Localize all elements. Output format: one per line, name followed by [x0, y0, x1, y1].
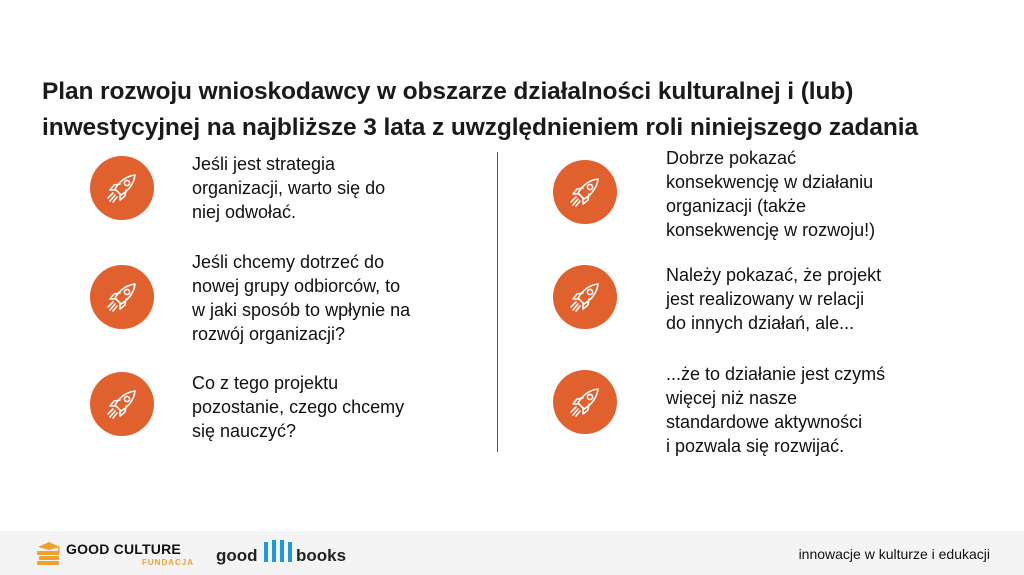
left-item-1-text — [192, 152, 385, 224]
text-line: standardowe aktywności — [666, 412, 863, 432]
text-line: w jaki sposób to wpłynie na — [192, 300, 411, 320]
text-line: pozostanie, czego chcemy — [192, 397, 405, 417]
right-item-3-text — [666, 362, 885, 458]
page-title — [42, 74, 1002, 146]
column-divider — [497, 152, 498, 452]
goodbooks-bars-icon — [262, 538, 294, 564]
text-line: ...że to działanie jest czymś — [666, 364, 886, 384]
right-item-1-text — [666, 146, 875, 242]
text-line: do innych działań, ale... — [666, 313, 855, 333]
text-line: konsekwencję w działaniu — [666, 172, 874, 192]
text-line: Jeśli chcemy dotrzeć do — [192, 252, 385, 272]
text-line: rozwój organizacji? — [192, 324, 346, 344]
rocket-icon — [90, 156, 154, 220]
rocket-icon — [553, 265, 617, 329]
text-line: konsekwencję w rozwoju!) — [666, 220, 876, 240]
good-culture-sub: FUNDACJA — [142, 558, 194, 567]
title-line-1: Plan rozwoju wnioskodawcy w obszarze działalności kulturalnej i (lub) — [42, 78, 854, 105]
text-line: organizacji, warto się do — [192, 178, 386, 198]
footer-tagline: innowacje w kulturze i edukacji — [798, 546, 990, 562]
rocket-icon — [90, 372, 154, 436]
good-culture-logo-icon — [34, 537, 66, 569]
rocket-icon — [553, 160, 617, 224]
rocket-icon — [553, 370, 617, 434]
left-item-2-text — [192, 250, 410, 346]
text-line: więcej niż nasze — [666, 388, 798, 408]
title-line-2: inwestycyjnej na najbliższe 3 lata z uwzględnieniem roli niniejszego zadania — [42, 114, 919, 141]
goodbooks-books: books — [296, 546, 347, 565]
rocket-icon — [90, 265, 154, 329]
text-line: Należy pokazać, że projekt — [666, 265, 882, 285]
text-line: niej odwołać. — [192, 202, 297, 222]
text-line: Dobrze pokazać — [666, 148, 797, 168]
right-item-2-text — [666, 263, 881, 335]
text-line: organizacji (także — [666, 196, 807, 216]
text-line: Jeśli jest strategia — [192, 154, 336, 174]
text-line: jest realizowany w relacji — [666, 289, 865, 309]
text-line: Co z tego projektu — [192, 373, 339, 393]
goodbooks-good: good — [216, 546, 258, 565]
text-line: się nauczyć? — [192, 421, 297, 441]
text-line: i pozwala się rozwijać. — [666, 436, 845, 456]
good-culture-name: GOOD CULTURE — [66, 541, 181, 557]
left-item-3-text — [192, 371, 404, 443]
text-line: nowej grupy odbiorców, to — [192, 276, 401, 296]
